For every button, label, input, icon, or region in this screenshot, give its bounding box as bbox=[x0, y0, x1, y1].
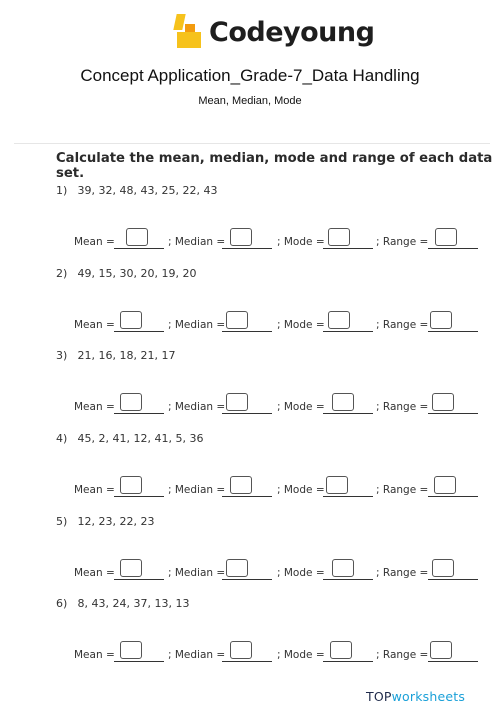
median-answer-box[interactable] bbox=[226, 311, 248, 329]
mode-answer-box[interactable] bbox=[332, 559, 354, 577]
range-answer-box[interactable] bbox=[435, 228, 457, 246]
answer-row-1 bbox=[74, 228, 484, 252]
range-answer-line bbox=[428, 496, 478, 497]
median-answer-line bbox=[222, 413, 272, 414]
question-number: 2) bbox=[56, 267, 68, 280]
range-label: ; Range = bbox=[376, 484, 429, 496]
question-3 bbox=[56, 349, 175, 362]
question-number: 1) bbox=[56, 184, 68, 197]
mean-answer-box[interactable] bbox=[120, 476, 142, 494]
mean-answer-box[interactable] bbox=[120, 393, 142, 411]
question-data-set: 12, 23, 22, 23 bbox=[77, 515, 155, 528]
mean-answer-line bbox=[114, 661, 164, 662]
mode-answer-line bbox=[323, 413, 373, 414]
codeyoung-logo-icon bbox=[175, 14, 203, 50]
range-answer-line bbox=[428, 331, 478, 332]
mean-label: Mean = bbox=[74, 401, 115, 413]
mean-label: Mean = bbox=[74, 319, 115, 331]
page-subtitle: Mean, Median, Mode bbox=[198, 95, 302, 107]
mode-answer-line bbox=[323, 579, 373, 580]
question-number: 6) bbox=[56, 597, 68, 610]
median-label: ; Median = bbox=[168, 649, 226, 661]
mean-answer-line bbox=[114, 496, 164, 497]
range-label: ; Range = bbox=[376, 649, 429, 661]
mode-answer-box[interactable] bbox=[326, 476, 348, 494]
mean-answer-box[interactable] bbox=[126, 228, 148, 246]
range-answer-line bbox=[428, 413, 478, 414]
footer-brand-top: TOP bbox=[366, 689, 392, 704]
mode-answer-line bbox=[323, 496, 373, 497]
answer-row-5 bbox=[74, 559, 484, 583]
median-answer-box[interactable] bbox=[230, 228, 252, 246]
median-answer-box[interactable] bbox=[230, 476, 252, 494]
mode-answer-box[interactable] bbox=[330, 641, 352, 659]
median-answer-box[interactable] bbox=[226, 559, 248, 577]
range-answer-box[interactable] bbox=[430, 641, 452, 659]
question-5 bbox=[56, 515, 154, 528]
question-2 bbox=[56, 267, 196, 280]
question-data-set: 49, 15, 30, 20, 19, 20 bbox=[77, 267, 197, 280]
question-data-set: 8, 43, 24, 37, 13, 13 bbox=[77, 597, 190, 610]
range-answer-line bbox=[428, 248, 478, 249]
question-data-set: 39, 32, 48, 43, 25, 22, 43 bbox=[77, 184, 218, 197]
question-number: 4) bbox=[56, 432, 68, 445]
answer-row-4 bbox=[74, 476, 484, 500]
median-answer-box[interactable] bbox=[226, 393, 248, 411]
mode-answer-box[interactable] bbox=[328, 228, 350, 246]
range-answer-box[interactable] bbox=[434, 476, 456, 494]
question-number: 5) bbox=[56, 515, 68, 528]
range-answer-box[interactable] bbox=[430, 311, 452, 329]
range-label: ; Range = bbox=[376, 567, 429, 579]
mode-label: ; Mode = bbox=[277, 567, 325, 579]
mean-label: Mean = bbox=[74, 567, 115, 579]
mean-answer-box[interactable] bbox=[120, 311, 142, 329]
mean-answer-line bbox=[114, 413, 164, 414]
mode-label: ; Mode = bbox=[277, 649, 325, 661]
mean-answer-line bbox=[114, 248, 164, 249]
range-answer-box[interactable] bbox=[432, 559, 454, 577]
mean-label: Mean = bbox=[74, 649, 115, 661]
median-label: ; Median = bbox=[168, 401, 226, 413]
range-label: ; Range = bbox=[376, 319, 429, 331]
mode-answer-box[interactable] bbox=[328, 311, 350, 329]
question-6 bbox=[56, 597, 189, 610]
divider bbox=[14, 143, 490, 144]
median-answer-line bbox=[222, 579, 272, 580]
question-number: 3) bbox=[56, 349, 68, 362]
codeyoung-logo bbox=[175, 10, 374, 54]
mode-label: ; Mode = bbox=[277, 236, 325, 248]
mode-answer-box[interactable] bbox=[332, 393, 354, 411]
median-answer-line bbox=[222, 331, 272, 332]
mode-label: ; Mode = bbox=[277, 401, 325, 413]
answer-row-6 bbox=[74, 641, 484, 665]
mode-answer-line bbox=[323, 661, 373, 662]
median-answer-line bbox=[222, 496, 272, 497]
instruction-text: Calculate the mean, median, mode and range of each data set. bbox=[56, 151, 493, 181]
mean-label: Mean = bbox=[74, 484, 115, 496]
mode-label: ; Mode = bbox=[277, 319, 325, 331]
mode-answer-line bbox=[323, 331, 373, 332]
range-answer-line bbox=[428, 579, 478, 580]
mode-label: ; Mode = bbox=[277, 484, 325, 496]
mean-label: Mean = bbox=[74, 236, 115, 248]
question-4 bbox=[56, 432, 203, 445]
median-answer-box[interactable] bbox=[230, 641, 252, 659]
median-label: ; Median = bbox=[168, 319, 226, 331]
range-label: ; Range = bbox=[376, 236, 429, 248]
median-label: ; Median = bbox=[168, 236, 226, 248]
page-title: Concept Application_Grade-7_Data Handling bbox=[80, 66, 420, 85]
topworksheets-logo bbox=[366, 689, 465, 704]
median-label: ; Median = bbox=[168, 484, 226, 496]
median-label: ; Median = bbox=[168, 567, 226, 579]
question-1 bbox=[56, 184, 217, 197]
median-answer-line bbox=[222, 661, 272, 662]
brand-name: Codeyoung bbox=[209, 16, 375, 48]
range-answer-line bbox=[428, 661, 478, 662]
mode-answer-line bbox=[323, 248, 373, 249]
mean-answer-box[interactable] bbox=[120, 641, 142, 659]
question-data-set: 45, 2, 41, 12, 41, 5, 36 bbox=[77, 432, 204, 445]
mean-answer-line bbox=[114, 579, 164, 580]
mean-answer-box[interactable] bbox=[120, 559, 142, 577]
question-data-set: 21, 16, 18, 21, 17 bbox=[77, 349, 176, 362]
mean-answer-line bbox=[114, 331, 164, 332]
range-answer-box[interactable] bbox=[432, 393, 454, 411]
footer-brand-worksheets: worksheets bbox=[391, 689, 466, 704]
answer-row-3 bbox=[74, 393, 484, 417]
range-label: ; Range = bbox=[376, 401, 429, 413]
median-answer-line bbox=[222, 248, 272, 249]
answer-row-2 bbox=[74, 311, 484, 335]
